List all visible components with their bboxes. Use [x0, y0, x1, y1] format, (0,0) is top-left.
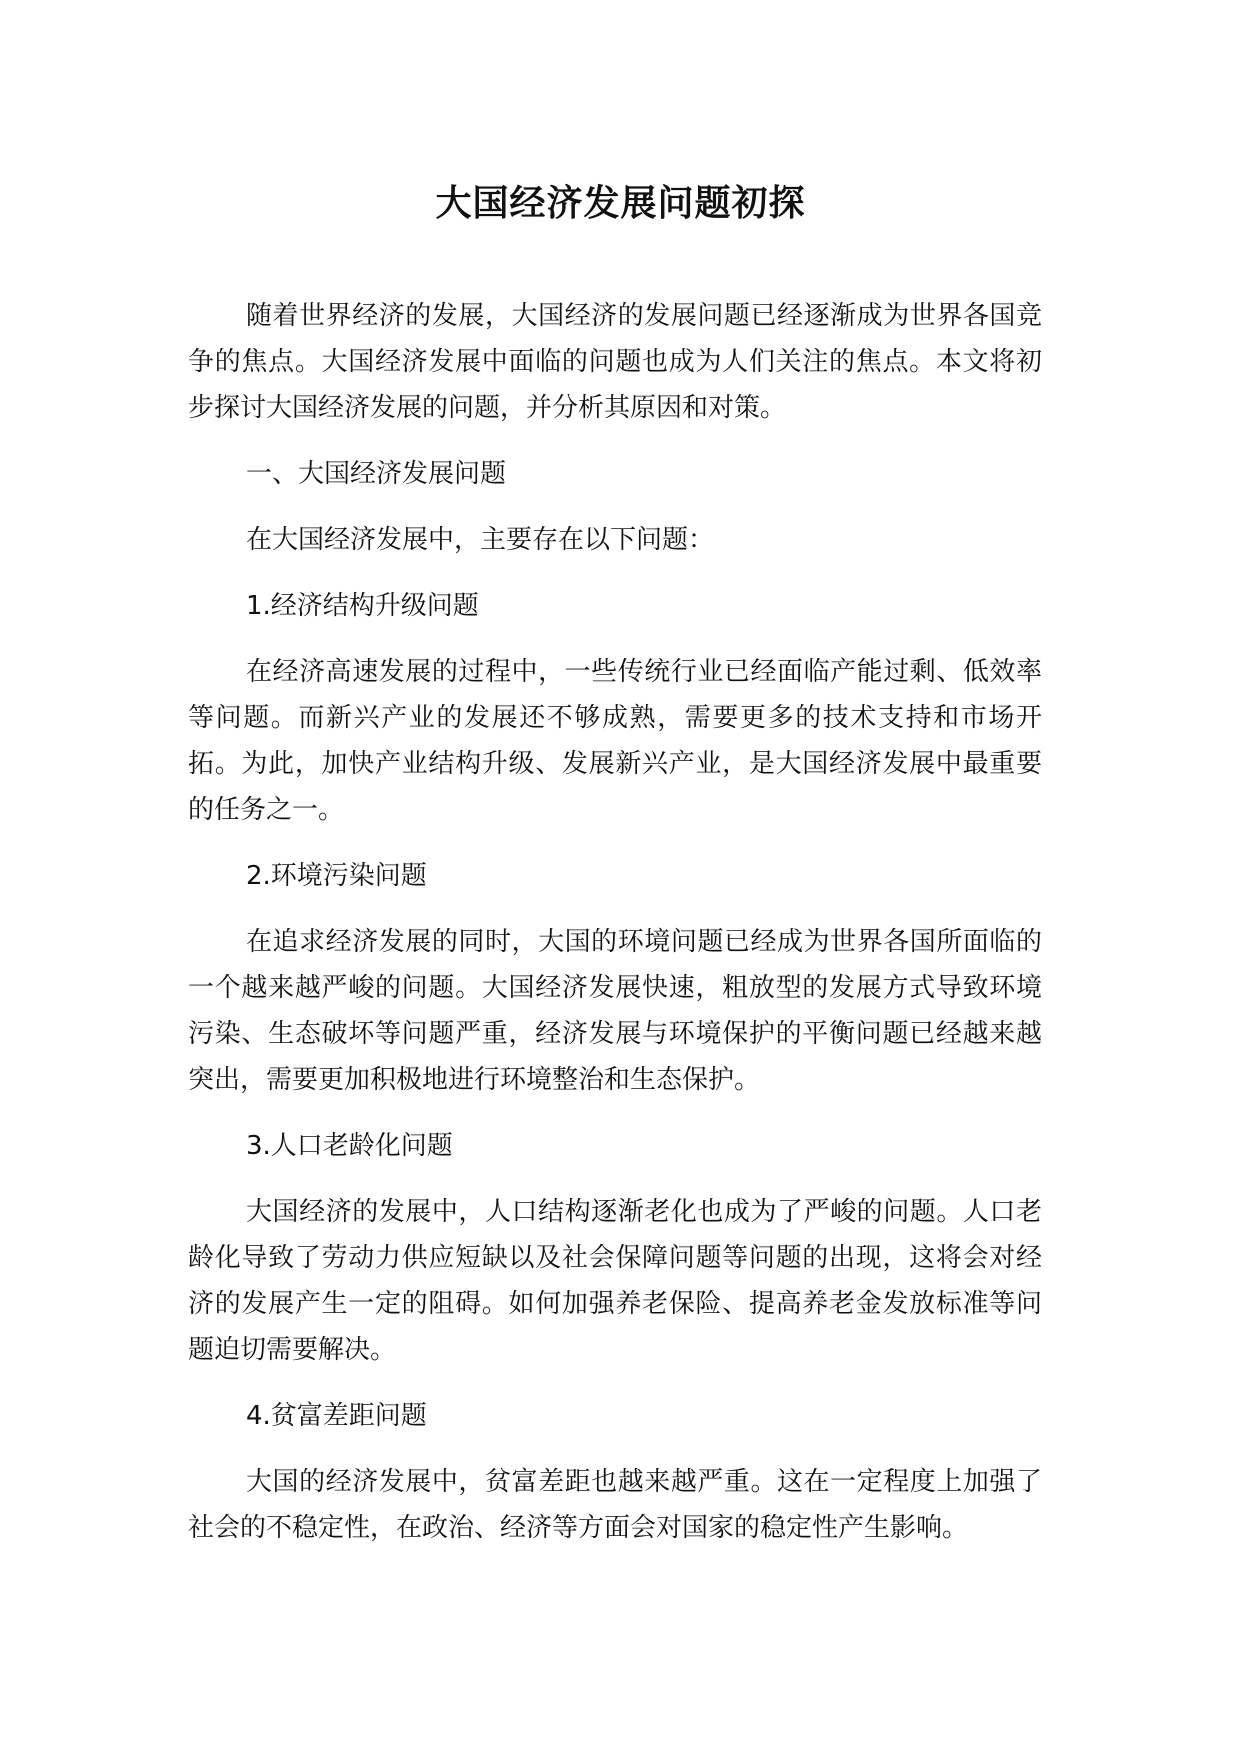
subheading-environment: 2.环境污染问题	[246, 861, 427, 891]
subheading-wealth-gap: 4.贫富差距问题	[246, 1401, 427, 1431]
subheading-economic-structure: 1.经济结构升级问题	[246, 591, 479, 621]
document-title: 大国经济发展问题初探	[435, 183, 806, 224]
paragraph-economic-structure: 在经济高速发展的过程中，一些传统行业已经面临产能过剩、低效率等问题。而新兴产业的发展还不够成熟，需要更多的技术支持和市场开拓。为此，加快产业结构升级、发展新兴产业，是大国经济发展中最重要的任务之一。	[188, 657, 1042, 825]
section-lead-line: 在大国经济发展中，主要存在以下问题：	[246, 525, 715, 555]
section-heading-1: 一、大国经济发展问题	[246, 459, 507, 489]
document-body	[188, 293, 1042, 1571]
intro-paragraph: 随着世界经济的发展，大国经济的发展问题已经逐渐成为世界各国竞争的焦点。大国经济发展中面临的问题也成为人们关注的焦点。本文将初步探讨大国经济发展的问题，并分析其原因和对策。	[188, 301, 1042, 423]
paragraph-aging: 大国经济的发展中，人口结构逐渐老化也成为了严峻的问题。人口老龄化导致了劳动力供应短缺以及社会保障问题等问题的出现，这将会对经济的发展产生一定的阻碍。如何加强养老保险、提高养老金发放标准等问题迫切需要解决。	[188, 1197, 1042, 1365]
paragraph-environment: 在追求经济发展的同时，大国的环境问题已经成为世界各国所面临的一个越来越严峻的问题。大国经济发展快速，粗放型的发展方式导致环境污染、生态破坏等问题严重，经济发展与环境保护的平衡问题已经越来越突出，需要更加积极地进行环境整治和生态保护。	[188, 927, 1042, 1095]
subheading-aging: 3.人口老龄化问题	[246, 1131, 453, 1161]
paragraph-wealth-gap: 大国的经济发展中，贫富差距也越来越严重。这在一定程度上加强了社会的不稳定性，在政治、经济等方面会对国家的稳定性产生影响。	[188, 1467, 1042, 1543]
